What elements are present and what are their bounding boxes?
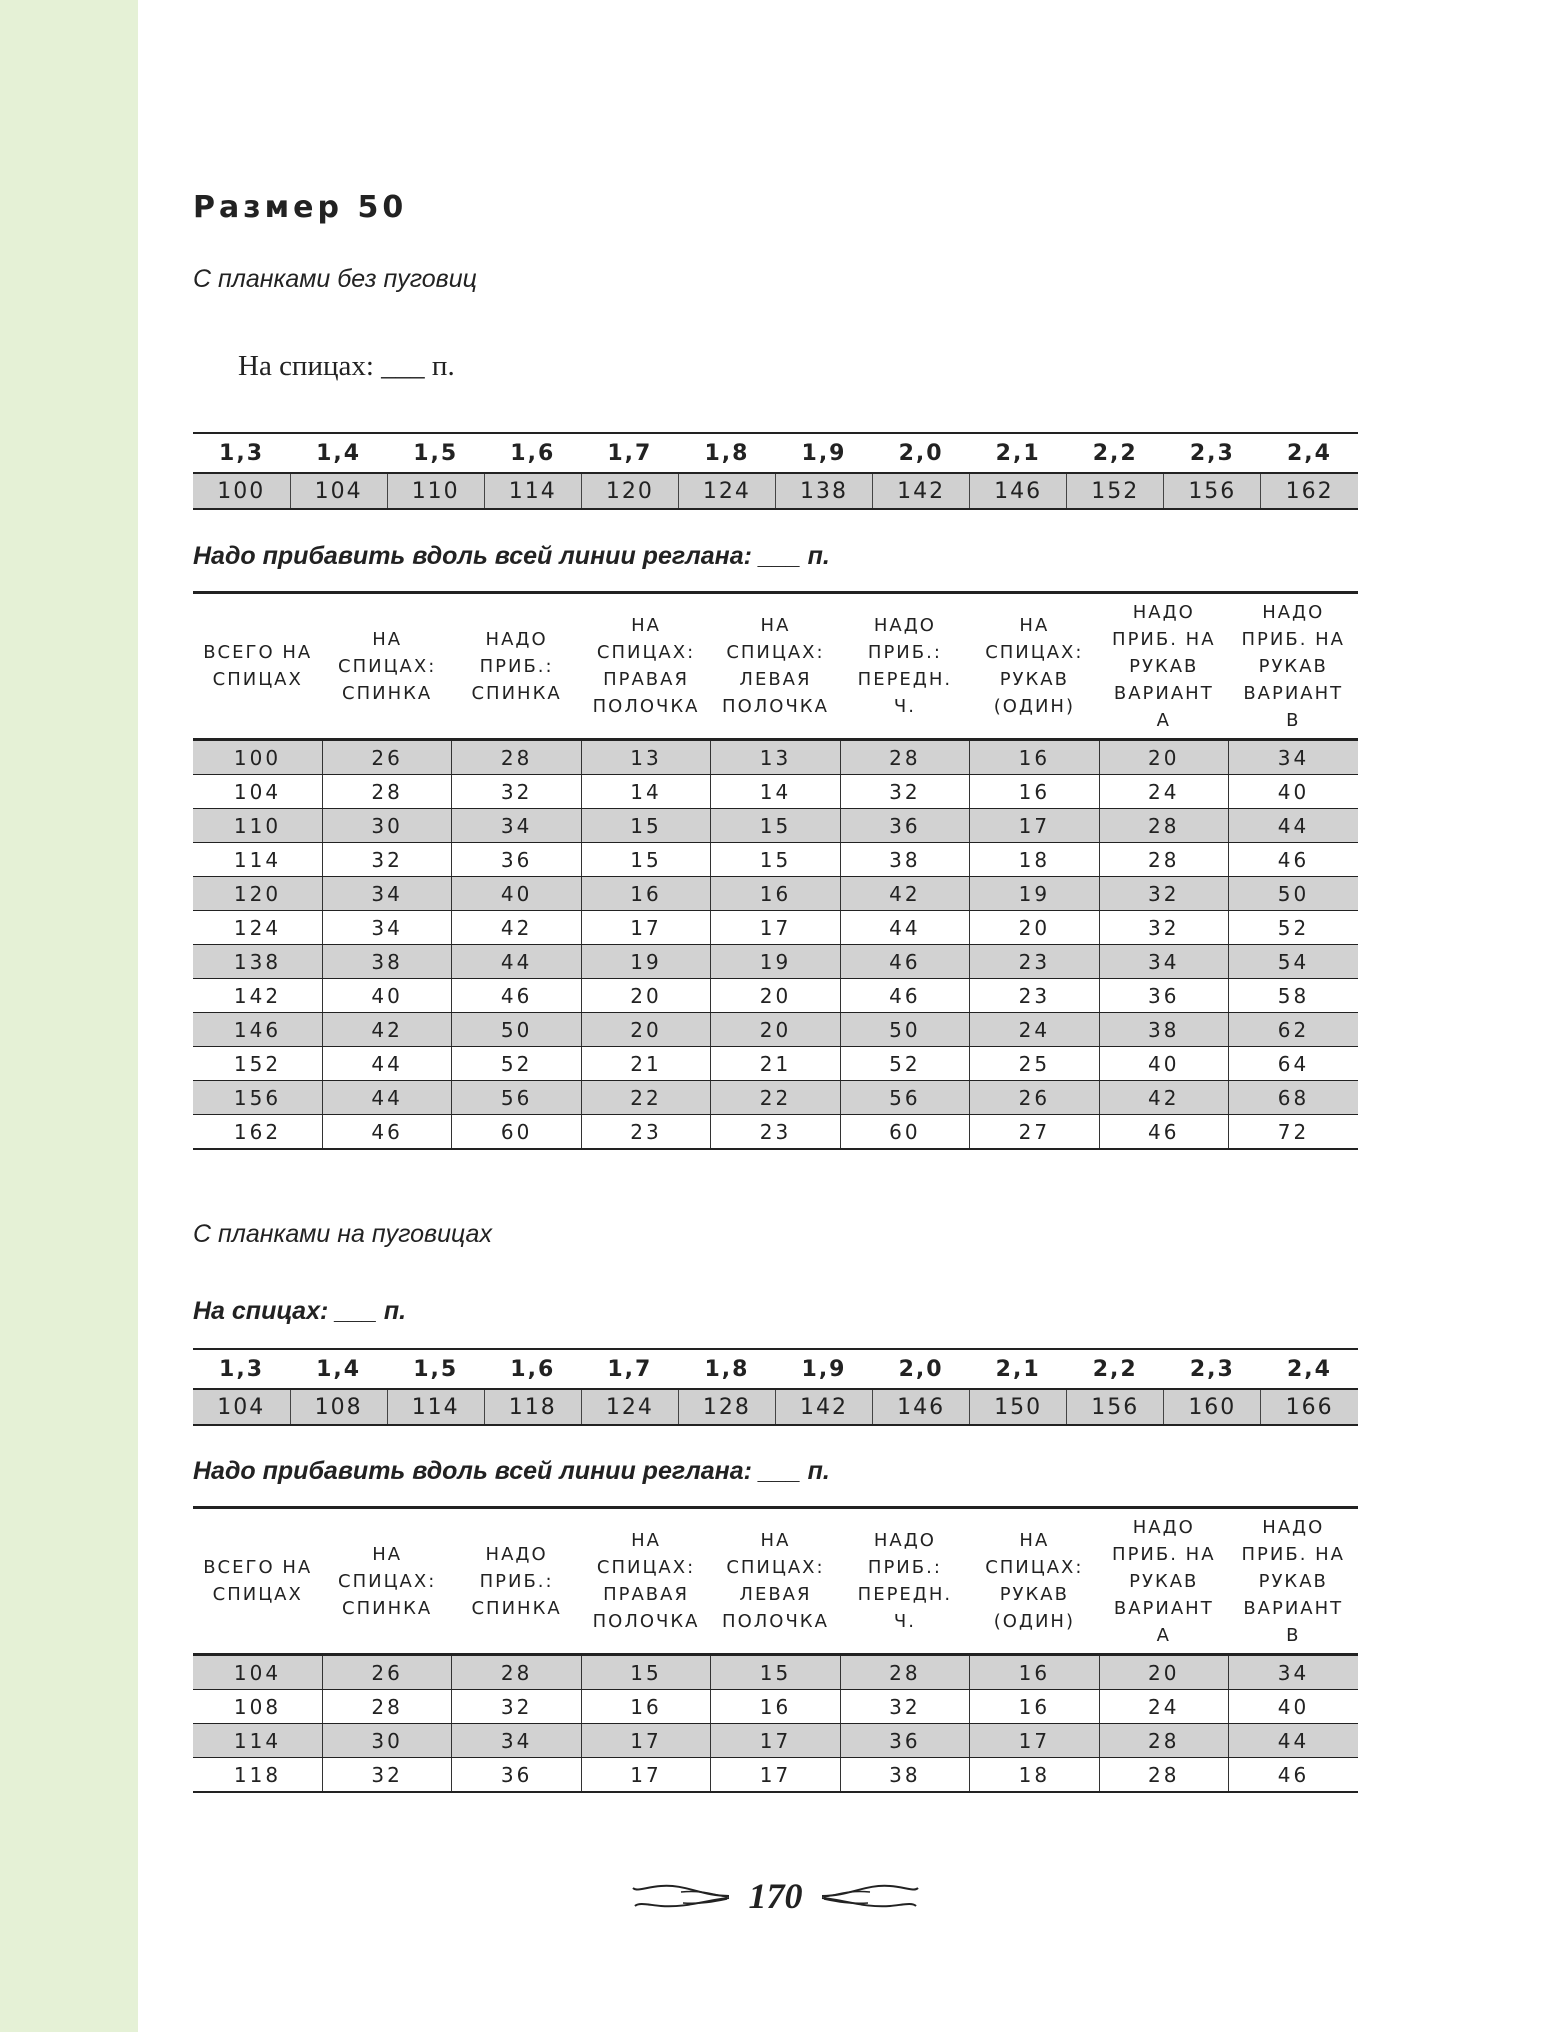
table-cell: 16 [970, 1655, 1099, 1690]
right-flourish-icon [820, 1876, 920, 1916]
table-cell: 20 [1099, 1655, 1228, 1690]
table-cell: 50 [1229, 877, 1359, 911]
gauge-stitch-cell: 146 [873, 1389, 970, 1425]
table-cell: 32 [452, 775, 581, 809]
table-cell: 36 [452, 843, 581, 877]
table-cell: 44 [452, 945, 581, 979]
table-cell: 104 [193, 775, 322, 809]
table-cell: 28 [1099, 1724, 1228, 1758]
table-cell: 50 [452, 1013, 581, 1047]
table-cell: 20 [711, 1013, 840, 1047]
table-cell: 16 [581, 877, 710, 911]
gauge-value-cell: 2,2 [1067, 433, 1164, 473]
table-cell: 23 [970, 945, 1099, 979]
gauge-stitch-cell: 108 [290, 1389, 387, 1425]
table-row [193, 1081, 1358, 1115]
table-row [193, 945, 1358, 979]
table-cell: 100 [193, 740, 322, 775]
table-cell: 14 [581, 775, 710, 809]
table-cell: 17 [581, 911, 710, 945]
table-cell: 15 [581, 1655, 710, 1690]
table-cell: 138 [193, 945, 322, 979]
column-header: НА СПИЦАХ: СПИНКА [322, 593, 451, 740]
column-header: НАДО ПРИБ. НА РУКАВ ВАРИАНТ В [1229, 1508, 1359, 1655]
main-table-header-row [193, 593, 1358, 740]
table-cell: 32 [840, 775, 969, 809]
table-cell: 52 [1229, 911, 1359, 945]
table-cell: 42 [1099, 1081, 1228, 1115]
page-number: 170 [748, 1876, 803, 1916]
table-cell: 56 [840, 1081, 969, 1115]
table-cell: 19 [970, 877, 1099, 911]
table-cell: 146 [193, 1013, 322, 1047]
gauge-values-row [193, 433, 1358, 473]
table-cell: 18 [970, 843, 1099, 877]
gauge-value-cell: 1,7 [581, 1349, 678, 1389]
table-cell: 20 [970, 911, 1099, 945]
table-cell: 32 [1099, 911, 1228, 945]
gauge-stitch-cell: 142 [873, 473, 970, 509]
column-header: НАДО ПРИБ.: СПИНКА [452, 593, 581, 740]
table-cell: 16 [970, 1690, 1099, 1724]
gauge-stitch-cell: 104 [193, 1389, 290, 1425]
table-cell: 44 [1229, 809, 1359, 843]
table-cell: 18 [970, 1758, 1099, 1793]
table-cell: 28 [1099, 843, 1228, 877]
table-cell: 17 [711, 911, 840, 945]
table-cell: 20 [581, 979, 710, 1013]
gauge-value-cell: 1,9 [775, 433, 872, 473]
table-cell: 152 [193, 1047, 322, 1081]
table-cell: 26 [322, 1655, 451, 1690]
gauge-value-cell: 1,4 [290, 433, 387, 473]
gauge-value-cell: 1,5 [387, 433, 484, 473]
table-cell: 68 [1229, 1081, 1359, 1115]
table-cell: 24 [1099, 1690, 1228, 1724]
table-cell: 21 [581, 1047, 710, 1081]
table-cell: 32 [452, 1690, 581, 1724]
table-cell: 142 [193, 979, 322, 1013]
column-header: ВСЕГО НА СПИЦАХ [193, 593, 322, 740]
table-cell: 16 [970, 775, 1099, 809]
column-header: НАДО ПРИБ. НА РУКАВ ВАРИАНТ В [1229, 593, 1359, 740]
gauge-stitch-cell: 128 [678, 1389, 775, 1425]
table-cell: 44 [322, 1047, 451, 1081]
table-row [193, 809, 1358, 843]
table-row [193, 740, 1358, 775]
gauge-value-cell: 2,4 [1261, 1349, 1358, 1389]
table-cell: 13 [581, 740, 710, 775]
table-cell: 124 [193, 911, 322, 945]
table-cell: 13 [711, 740, 840, 775]
table-cell: 14 [711, 775, 840, 809]
gauge-value-cell: 1,3 [193, 433, 290, 473]
table-row [193, 1690, 1358, 1724]
table-cell: 104 [193, 1655, 322, 1690]
table-cell: 38 [1099, 1013, 1228, 1047]
table-cell: 20 [711, 979, 840, 1013]
gauge-stitch-cell: 152 [1067, 473, 1164, 509]
table-row [193, 775, 1358, 809]
column-header: НА СПИЦАХ: ЛЕВАЯ ПОЛОЧКА [711, 1508, 840, 1655]
table-cell: 114 [193, 1724, 322, 1758]
table-cell: 34 [322, 911, 451, 945]
column-header: НАДО ПРИБ.: ПЕРЕДН. Ч. [840, 1508, 969, 1655]
table-cell: 44 [322, 1081, 451, 1115]
table-cell: 64 [1229, 1047, 1359, 1081]
table-cell: 28 [1099, 1758, 1228, 1793]
table-cell: 27 [970, 1115, 1099, 1150]
table-cell: 34 [1229, 1655, 1359, 1690]
gauge-value-cell: 1,9 [775, 1349, 872, 1389]
table-cell: 30 [322, 1724, 451, 1758]
table-row [193, 979, 1358, 1013]
table-row [193, 1047, 1358, 1081]
gauge-stitch-cell: 114 [387, 1389, 484, 1425]
gauge-stitch-cell: 138 [775, 473, 872, 509]
section1-main-table [193, 591, 1358, 1150]
page-side-strip [0, 0, 138, 2032]
table-cell: 40 [1229, 1690, 1359, 1724]
table-row [193, 1724, 1358, 1758]
table-cell: 32 [1099, 877, 1228, 911]
column-header: НА СПИЦАХ: ПРАВАЯ ПОЛОЧКА [581, 593, 710, 740]
column-header: НА СПИЦАХ: СПИНКА [322, 1508, 451, 1655]
table-cell: 30 [322, 809, 451, 843]
gauge-value-cell: 2,4 [1261, 433, 1358, 473]
table-row [193, 1758, 1358, 1793]
table-cell: 19 [581, 945, 710, 979]
table-cell: 24 [970, 1013, 1099, 1047]
gauge-stitch-cell: 166 [1261, 1389, 1358, 1425]
table-row [193, 911, 1358, 945]
table-cell: 16 [711, 1690, 840, 1724]
gauge-stitch-cell: 118 [484, 1389, 581, 1425]
table-cell: 56 [452, 1081, 581, 1115]
gauge-stitch-cell: 146 [970, 473, 1067, 509]
table-cell: 15 [711, 809, 840, 843]
table-cell: 24 [1099, 775, 1228, 809]
gauge-stitches-row [193, 1389, 1358, 1425]
column-header: НА СПИЦАХ: РУКАВ (ОДИН) [970, 593, 1099, 740]
table-cell: 36 [840, 1724, 969, 1758]
table-cell: 40 [452, 877, 581, 911]
table-cell: 28 [840, 1655, 969, 1690]
table-row [193, 877, 1358, 911]
table-cell: 32 [840, 1690, 969, 1724]
table-cell: 44 [840, 911, 969, 945]
table-cell: 17 [970, 809, 1099, 843]
table-cell: 38 [322, 945, 451, 979]
column-header: НА СПИЦАХ: ПРАВАЯ ПОЛОЧКА [581, 1508, 710, 1655]
section2-main-table [193, 1506, 1358, 1793]
table-cell: 42 [322, 1013, 451, 1047]
table-cell: 17 [711, 1758, 840, 1793]
table-cell: 22 [581, 1081, 710, 1115]
table-cell: 52 [840, 1047, 969, 1081]
gauge-stitch-cell: 156 [1164, 473, 1261, 509]
section1-gauge-table [193, 432, 1358, 510]
table-cell: 17 [970, 1724, 1099, 1758]
table-cell: 26 [322, 740, 451, 775]
table-cell: 16 [711, 877, 840, 911]
table-cell: 162 [193, 1115, 322, 1150]
column-header: НАДО ПРИБ.: ПЕРЕДН. Ч. [840, 593, 969, 740]
gauge-value-cell: 1,3 [193, 1349, 290, 1389]
gauge-value-cell: 2,2 [1067, 1349, 1164, 1389]
table-cell: 46 [1229, 1758, 1359, 1793]
gauge-value-cell: 1,8 [678, 1349, 775, 1389]
gauge-stitch-cell: 150 [970, 1389, 1067, 1425]
gauge-stitch-cell: 142 [775, 1389, 872, 1425]
gauge-stitches-row [193, 473, 1358, 509]
table-cell: 28 [452, 1655, 581, 1690]
table-cell: 46 [840, 979, 969, 1013]
gauge-stitch-cell: 100 [193, 473, 290, 509]
section1-add-line: Надо прибавить вдоль всей линии реглана: ___ п. [193, 542, 830, 570]
table-row [193, 1655, 1358, 1690]
table-cell: 16 [970, 740, 1099, 775]
table-cell: 60 [452, 1115, 581, 1150]
table-cell: 15 [581, 809, 710, 843]
table-cell: 23 [711, 1115, 840, 1150]
section1-title: С планками без пуговиц [193, 265, 477, 293]
table-cell: 40 [322, 979, 451, 1013]
table-cell: 40 [1229, 775, 1359, 809]
gauge-stitch-cell: 124 [678, 473, 775, 509]
table-cell: 17 [581, 1758, 710, 1793]
table-cell: 60 [840, 1115, 969, 1150]
table-cell: 114 [193, 843, 322, 877]
gauge-value-cell: 1,7 [581, 433, 678, 473]
table-cell: 36 [840, 809, 969, 843]
table-cell: 46 [840, 945, 969, 979]
gauge-stitch-cell: 160 [1164, 1389, 1261, 1425]
table-cell: 15 [711, 1655, 840, 1690]
table-cell: 28 [840, 740, 969, 775]
table-cell: 36 [1099, 979, 1228, 1013]
table-cell: 42 [452, 911, 581, 945]
table-cell: 20 [581, 1013, 710, 1047]
column-header: НАДО ПРИБ. НА РУКАВ ВАРИАНТ А [1099, 593, 1228, 740]
section1-needles-line: На спицах: ___ п. [238, 350, 455, 382]
table-cell: 46 [322, 1115, 451, 1150]
gauge-value-cell: 1,8 [678, 433, 775, 473]
table-cell: 28 [322, 775, 451, 809]
gauge-value-cell: 1,5 [387, 1349, 484, 1389]
size-title: Размер 50 [193, 190, 408, 225]
table-cell: 118 [193, 1758, 322, 1793]
table-cell: 54 [1229, 945, 1359, 979]
table-cell: 25 [970, 1047, 1099, 1081]
table-cell: 26 [970, 1081, 1099, 1115]
gauge-value-cell: 2,3 [1164, 433, 1261, 473]
main-table-header-row [193, 1508, 1358, 1655]
table-cell: 34 [322, 877, 451, 911]
table-cell: 156 [193, 1081, 322, 1115]
gauge-value-cell: 2,0 [873, 1349, 970, 1389]
table-cell: 34 [452, 1724, 581, 1758]
table-cell: 44 [1229, 1724, 1359, 1758]
table-cell: 22 [711, 1081, 840, 1115]
section2-title: С планками на пуговицах [193, 1220, 492, 1248]
table-cell: 23 [581, 1115, 710, 1150]
table-cell: 38 [840, 1758, 969, 1793]
section2-needles-line: На спицах: ___ п. [193, 1297, 407, 1325]
gauge-stitch-cell: 104 [290, 473, 387, 509]
table-cell: 38 [840, 843, 969, 877]
gauge-value-cell: 1,6 [484, 433, 581, 473]
gauge-stitch-cell: 114 [484, 473, 581, 509]
table-cell: 46 [452, 979, 581, 1013]
table-cell: 50 [840, 1013, 969, 1047]
table-cell: 110 [193, 809, 322, 843]
table-cell: 72 [1229, 1115, 1359, 1150]
table-cell: 62 [1229, 1013, 1359, 1047]
table-cell: 28 [1099, 809, 1228, 843]
gauge-value-cell: 1,6 [484, 1349, 581, 1389]
table-cell: 34 [1229, 740, 1359, 775]
table-cell: 23 [970, 979, 1099, 1013]
table-row [193, 843, 1358, 877]
column-header: ВСЕГО НА СПИЦАХ [193, 1508, 322, 1655]
gauge-value-cell: 2,0 [873, 433, 970, 473]
table-cell: 120 [193, 877, 322, 911]
table-cell: 17 [711, 1724, 840, 1758]
table-cell: 34 [1099, 945, 1228, 979]
gauge-value-cell: 2,1 [970, 1349, 1067, 1389]
section2-add-line: Надо прибавить вдоль всей линии реглана: ___ п. [193, 1457, 830, 1485]
gauge-stitch-cell: 162 [1261, 473, 1358, 509]
column-header: НА СПИЦАХ: ЛЕВАЯ ПОЛОЧКА [711, 593, 840, 740]
left-flourish-icon [631, 1876, 731, 1916]
gauge-value-cell: 2,1 [970, 433, 1067, 473]
table-cell: 15 [581, 843, 710, 877]
table-cell: 32 [322, 843, 451, 877]
table-cell: 42 [840, 877, 969, 911]
table-row [193, 1115, 1358, 1150]
table-cell: 17 [581, 1724, 710, 1758]
gauge-stitch-cell: 156 [1067, 1389, 1164, 1425]
gauge-stitch-cell: 120 [581, 473, 678, 509]
table-cell: 28 [322, 1690, 451, 1724]
table-cell: 34 [452, 809, 581, 843]
column-header: НА СПИЦАХ: РУКАВ (ОДИН) [970, 1508, 1099, 1655]
column-header: НАДО ПРИБ. НА РУКАВ ВАРИАНТ А [1099, 1508, 1228, 1655]
table-cell: 28 [452, 740, 581, 775]
table-cell: 32 [322, 1758, 451, 1793]
table-cell: 40 [1099, 1047, 1228, 1081]
table-cell: 36 [452, 1758, 581, 1793]
gauge-stitch-cell: 124 [581, 1389, 678, 1425]
table-cell: 21 [711, 1047, 840, 1081]
section2-gauge-table [193, 1348, 1358, 1426]
table-cell: 46 [1229, 843, 1359, 877]
table-cell: 46 [1099, 1115, 1228, 1150]
table-cell: 16 [581, 1690, 710, 1724]
gauge-value-cell: 1,4 [290, 1349, 387, 1389]
table-cell: 15 [711, 843, 840, 877]
gauge-values-row [193, 1349, 1358, 1389]
table-cell: 19 [711, 945, 840, 979]
table-row [193, 1013, 1358, 1047]
column-header: НАДО ПРИБ.: СПИНКА [452, 1508, 581, 1655]
gauge-stitch-cell: 110 [387, 473, 484, 509]
table-cell: 108 [193, 1690, 322, 1724]
table-cell: 58 [1229, 979, 1359, 1013]
table-cell: 20 [1099, 740, 1228, 775]
table-cell: 52 [452, 1047, 581, 1081]
page-footer [193, 1875, 1358, 1917]
gauge-value-cell: 2,3 [1164, 1349, 1261, 1389]
